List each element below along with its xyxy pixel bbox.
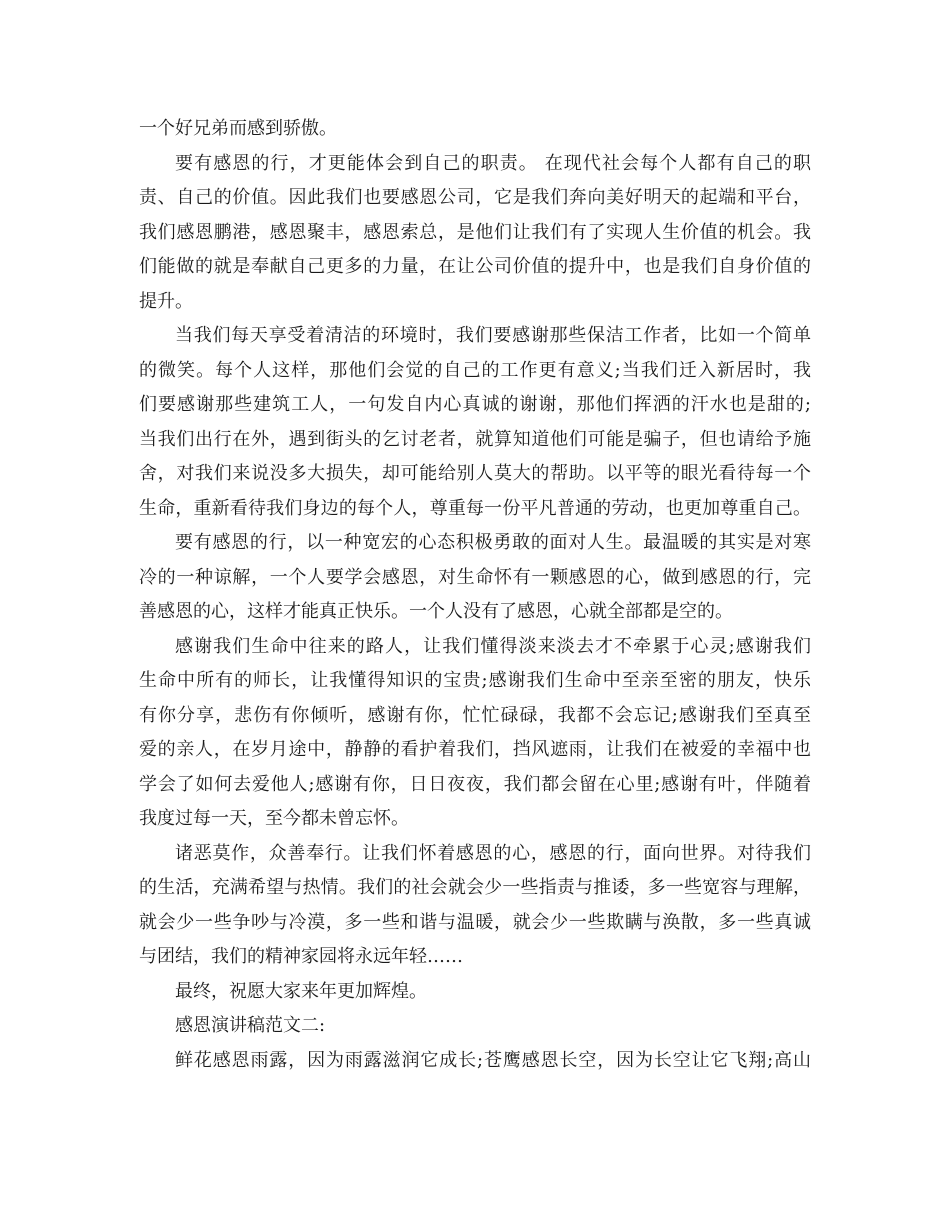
text-line: 有你分享，悲伤有你倾听，感谢有你，忙忙碌碌，我都不会忘记;感谢我们至真至 bbox=[139, 704, 811, 726]
text-line: 冷的一种谅解，一个人要学会感恩，对生命怀有一颗感恩的心，做到感恩的行，完 bbox=[139, 566, 811, 588]
text-line: 当我们每天享受着清洁的环境时，我们要感谢那些保洁工作者，比如一个简单 bbox=[175, 325, 811, 346]
text-line: 生命中所有的师长，让我懂得知识的宝贵;感谢我们生命中至亲至密的朋友，快乐 bbox=[139, 670, 811, 691]
text-line: 善感恩的心，这样才能真正快乐。一个人没有了感恩，心就全部都是空的。 bbox=[139, 601, 733, 622]
text-line: 爱的亲人，在岁月途中，静静的看护着我们，挡风遮雨，让我们在被爱的幸福中也 bbox=[139, 739, 811, 760]
text-line: 感恩演讲稿范文二: bbox=[175, 1015, 326, 1036]
text-line: 我们感恩鹏港，感恩聚丰，感恩索总，是他们让我们有了实现人生价值的机会。我 bbox=[139, 221, 811, 243]
text-line: 诸恶莫作，众善奉行。让我们怀着感恩的心，感恩的行，面向世界。对待我们 bbox=[175, 842, 811, 864]
text-line: 就会少一些争吵与冷漠，多一些和谐与温暖，就会少一些欺瞒与涣散，多一些真诚 bbox=[139, 911, 811, 933]
text-line: 最终，祝愿大家来年更加辉煌。 bbox=[175, 980, 427, 1002]
text-line: 生命，重新看待我们身边的每个人，尊重每一份平凡普通的劳动，也更加尊重自己。 bbox=[139, 497, 811, 519]
text-line: 当我们出行在外，遇到街头的乞讨老者，就算知道他们可能是骗子，但也请给予施 bbox=[139, 428, 811, 450]
text-line: 责、自己的价值。因此我们也要感恩公司，它是我们奔向美好明天的起端和平台， bbox=[139, 187, 811, 208]
text-line: 的微笑。每个人这样，那他们会觉的自己的工作更有意义;当我们迁入新居时，我 bbox=[139, 359, 811, 381]
text-line: 我度过每一天，至今都未曾忘怀。 bbox=[139, 808, 409, 829]
text-line: 们要感谢那些建筑工人，一句发自内心真诚的谢谢，那他们挥洒的汗水也是甜的; bbox=[139, 394, 811, 415]
text-line: 们能做的就是奉献自己更多的力量，在让公司价值的提升中，也是我们自身价值的 bbox=[139, 256, 811, 277]
text-line: 的生活，充满希望与热情。我们的社会就会少一些指责与推诿，多一些宽容与理解， bbox=[139, 877, 811, 898]
text-line: 与团结，我们的精神家园将永远年轻…… bbox=[139, 946, 463, 967]
text-line: 提升。 bbox=[139, 290, 193, 312]
text-line: 舍，对我们来说没多大损失，却可能给别人莫大的帮助。以平等的眼光看待每一个 bbox=[139, 463, 811, 484]
text-line: 一个好兄弟而感到骄傲。 bbox=[139, 118, 337, 139]
text-line: 要有感恩的行，以一种宽宏的心态积极勇敢的面对人生。最温暖的其实是对寒 bbox=[175, 532, 811, 553]
text-line: 要有感恩的行，才更能体会到自己的职责。 在现代社会每个人都有自己的职 bbox=[175, 152, 811, 174]
body-text bbox=[139, 112, 811, 1078]
text-line: 鲜花感恩雨露，因为雨露滋润它成长;苍鹰感恩长空，因为长空让它飞翔;高山 bbox=[175, 1049, 811, 1071]
text-line: 学会了如何去爱他人;感谢有你，日日夜夜，我们都会留在心里;感谢有叶，伴随着 bbox=[139, 773, 811, 795]
text-line: 感谢我们生命中往来的路人，让我们懂得淡来淡去才不牵累于心灵;感谢我们 bbox=[175, 635, 811, 657]
